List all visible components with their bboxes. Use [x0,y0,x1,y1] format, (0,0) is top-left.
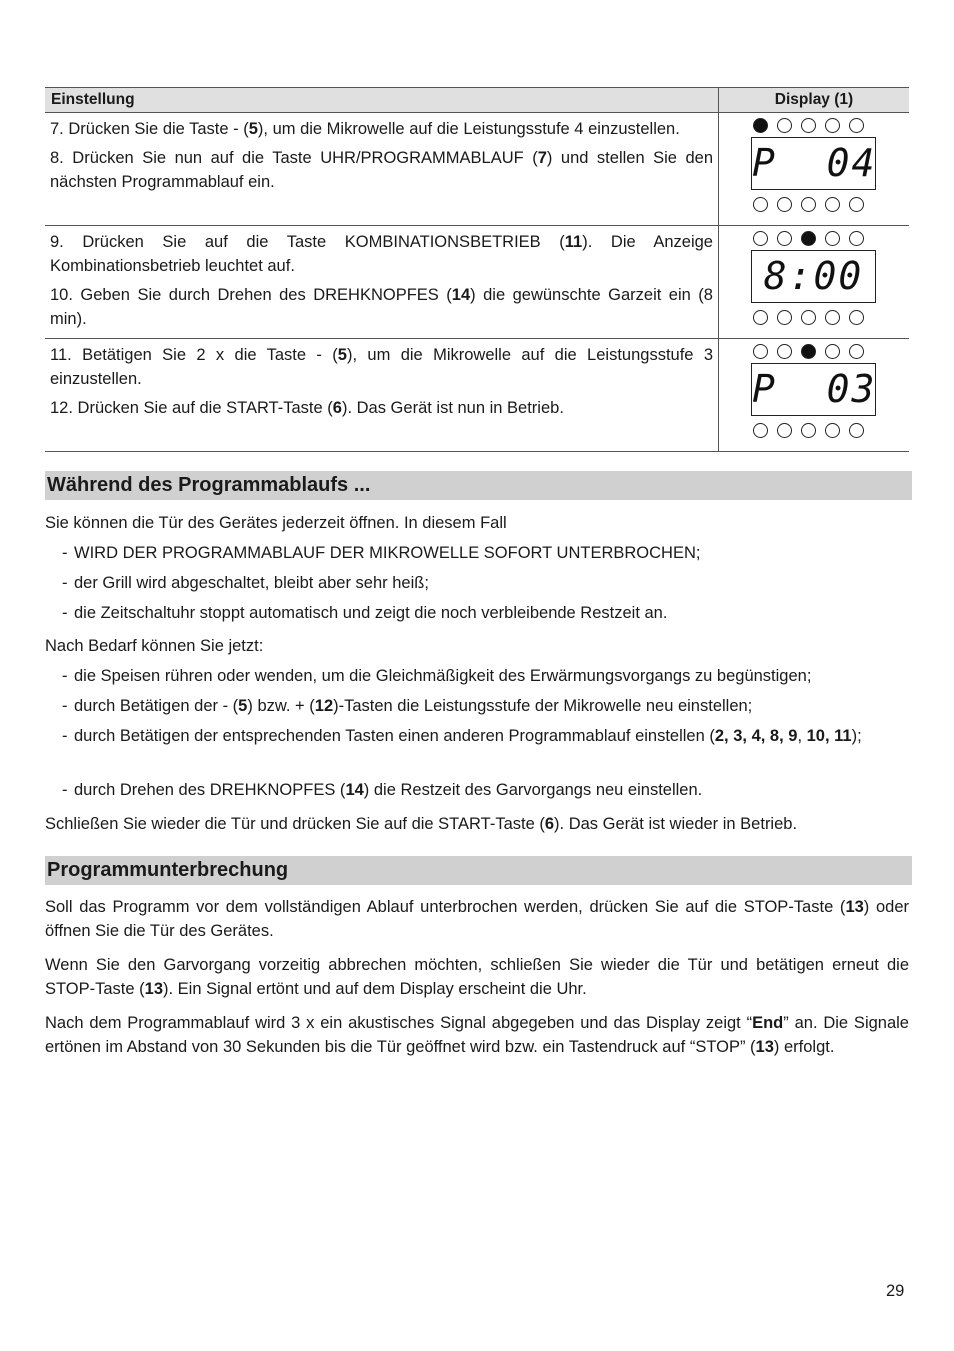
header-display: Display (1) [719,88,910,113]
step-number: 8. [50,149,64,167]
list-item [62,601,909,625]
text-run: die Zeitschaltuhr stoppt automatisch und zeigt die noch verbleibende Restzeit an. [74,604,668,622]
list-item [62,724,909,748]
table-row [45,339,909,452]
intro-paragraph: Sie können die Tür des Gerätes jederzeit öffnen. In diesem Fall [45,514,507,532]
bold-reference: 5 [238,697,248,715]
list-item-text [62,724,909,748]
list-item-text [62,571,909,595]
setting-cell [45,339,719,452]
setting-cell [45,113,719,226]
indicator-lit-icon [753,118,768,133]
text-run: Betätigen Sie 2 x die Taste - ( [82,346,338,364]
bullet-dash: - [62,574,68,592]
indicator-unlit-icon [825,118,840,133]
text-run: ) bzw. + ( [247,697,315,715]
bold-reference: 7 [537,149,547,167]
list-item [62,694,909,718]
indicator-unlit-icon [801,310,816,325]
table-row [45,113,909,226]
list-item-text [62,664,909,688]
header-setting: Einstellung [45,88,719,113]
step-number: 11. [50,346,72,364]
section-heading-programmablauf: Während des Programmablaufs ... [45,471,912,500]
display-panel [749,115,879,214]
text-run: ) oder öffnen Sie die Tür des Gerätes. [45,898,910,940]
bold-reference: 2, 3, 4, 8, 9 [714,727,798,745]
bold-reference: 13 [845,898,864,916]
text-run: ) die gewünschte Garzeit ein (8 min). [50,286,713,328]
list-item [62,541,909,565]
text-run: ). Das Gerät ist wieder in Betrieb. [554,815,798,833]
paragraph [45,953,909,1001]
indicator-unlit-icon [753,197,768,212]
list-item-text [62,601,909,625]
text-run: Drücken Sie die Taste - ( [68,120,249,138]
table-row [45,226,909,339]
text-run: WIRD DER PROGRAMMABLAUF DER MIKROWELLE SOFORT UNTERBROCHEN; [74,544,701,562]
text-run: ); [851,727,862,745]
bold-reference: 10, 11 [806,727,852,745]
indicator-unlit-icon [849,423,864,438]
bold-reference: 14 [451,286,471,304]
indicator-unlit-icon [753,344,768,359]
indicator-unlit-icon [801,423,816,438]
display-cell [719,339,910,452]
text-run: ), um die Mikrowelle auf die Leistungsstufe 4 einzustellen. [257,120,680,138]
display-panel [749,341,879,440]
text-run: Drücken Sie auf die START-Taste ( [77,399,333,417]
text-run: ” an. Die Signale ertönen im Abstand von 30 Sekunden bis die Tür geöffnet wird bzw. ein Tastendruck auf “STOP” ( [45,1014,909,1056]
bottom-indicators [749,420,879,440]
text-run: Drücken Sie auf die Taste KOMBINATIONSBETRIEB ( [82,233,565,251]
list-item-text [62,778,909,802]
text-run: ). Ein Signal ertönt und auf dem Display erscheint die Uhr. [163,980,587,998]
bullet-dash: - [62,667,68,685]
display-panel [749,228,879,327]
bottom-indicators [749,194,879,214]
text-run: ), um die Mikrowelle auf die Leistungsstufe 3 einzustellen. [50,346,713,388]
list-item-text [62,541,909,565]
indicator-unlit-icon [801,118,816,133]
settings-table-body [45,113,909,452]
page-number: 29 [886,1282,905,1300]
section-heading-unterbrechung: Programmunterbrechung [45,856,912,885]
top-indicators [749,228,879,248]
bold-reference: 14 [345,781,364,799]
step-text [50,283,713,331]
indicator-unlit-icon [849,344,864,359]
text-run: ) und stellen Sie den nächsten Programmablauf ein. [50,149,714,191]
lcd-readout: P 03 [751,363,876,416]
text-run: durch Drehen des DREHKNOPFES ( [74,781,346,799]
indicator-unlit-icon [825,197,840,212]
list-item [62,571,909,595]
top-indicators [749,341,879,361]
list-item-text [62,694,909,718]
text-run: Drücken Sie nun auf die Taste UHR/PROGRAMMABLAUF ( [72,149,538,167]
settings-table [45,87,909,452]
text-run: Wenn Sie den Garvorgang vorzeitig abbrechen möchten, schließen Sie wieder die Tür und betätigen erneut die STOP-Taste ( [45,956,909,998]
indicator-unlit-icon [825,310,840,325]
text-run: ). Die Anzeige Kombinationsbetrieb leuchtet auf. [50,233,713,275]
step-text [50,396,713,420]
bold-reference: 12 [314,697,334,715]
indicator-unlit-icon [753,423,768,438]
indicator-unlit-icon [777,310,792,325]
bullet-dash: - [62,781,68,799]
text-run: durch Betätigen der - ( [74,697,239,715]
bullet-dash: - [62,727,68,745]
indicator-unlit-icon [753,310,768,325]
closing-paragraph [45,812,909,836]
indicator-unlit-icon [849,118,864,133]
text-run: , [797,727,807,745]
indicator-unlit-icon [825,423,840,438]
step-text [50,117,713,141]
bold-reference: 6 [544,815,555,833]
paragraph [45,895,909,943]
text-run: ). Das Gerät ist nun in Betrieb. [341,399,564,417]
step-number: 9. [50,233,64,251]
setting-cell [45,226,719,339]
bold-reference: 5 [337,346,347,364]
text-run: ) die Restzeit des Garvorgangs neu einstellen. [363,781,703,799]
lcd-readout: P 04 [751,137,876,190]
bullet-dash: - [62,697,68,715]
indicator-unlit-icon [825,231,840,246]
bold-reference: 5 [248,120,258,138]
step-number: 10. [50,286,73,304]
intro-paragraph-2: Nach Bedarf können Sie jetzt: [45,637,264,655]
text-run: Schließen Sie wieder die Tür und drücken Sie auf die START-Taste ( [45,815,545,833]
text-run: Nach dem Programmablauf wird 3 x ein akustisches Signal abgegeben und das Display zeigt “ [45,1014,753,1032]
indicator-unlit-icon [777,231,792,246]
indicator-lit-icon [801,344,816,359]
list-item [62,778,909,802]
step-text [50,146,713,194]
indicator-unlit-icon [801,197,816,212]
step-number: 7. [50,120,64,138]
indicator-unlit-icon [849,310,864,325]
bottom-indicators [749,307,879,327]
text-run: die Speisen rühren oder wenden, um die Gleichmäßigkeit des Erwärmungsvorgangs zu begünstigen; [74,667,812,685]
indicator-unlit-icon [777,118,792,133]
list-item [62,664,909,688]
display-cell [719,226,910,339]
indicator-unlit-icon [777,423,792,438]
text-run: Geben Sie durch Drehen des DREHKNOPFES ( [80,286,452,304]
indicator-unlit-icon [849,231,864,246]
paragraph [45,1011,909,1059]
top-indicators [749,115,879,135]
step-number: 12. [50,399,73,417]
indicator-unlit-icon [849,197,864,212]
text-run: ) erfolgt. [773,1038,835,1056]
step-text [50,343,713,391]
bullet-dash: - [62,604,68,622]
text-run: Soll das Programm vor dem vollständigen Ablauf unterbrochen werden, drücken Sie auf die STOP-Taste ( [45,898,846,916]
bold-reference: 11 [564,233,583,251]
text-run: )-Tasten die Leistungsstufe der Mikrowelle neu einstellen; [333,697,753,715]
indicator-lit-icon [801,231,816,246]
bold-reference: End [752,1014,784,1032]
display-cell [719,113,910,226]
indicator-unlit-icon [753,231,768,246]
bullet-dash: - [62,544,68,562]
indicator-unlit-icon [777,197,792,212]
text-run: der Grill wird abgeschaltet, bleibt aber sehr heiß; [74,574,429,592]
text-run: durch Betätigen der entsprechenden Tasten einen anderen Programmablauf einstellen ( [74,727,715,745]
bold-reference: 13 [144,980,163,998]
bold-reference: 6 [332,399,342,417]
step-text [50,230,713,278]
lcd-readout: 8:00 [751,250,876,303]
indicator-unlit-icon [777,344,792,359]
bold-reference: 13 [755,1038,774,1056]
indicator-unlit-icon [825,344,840,359]
